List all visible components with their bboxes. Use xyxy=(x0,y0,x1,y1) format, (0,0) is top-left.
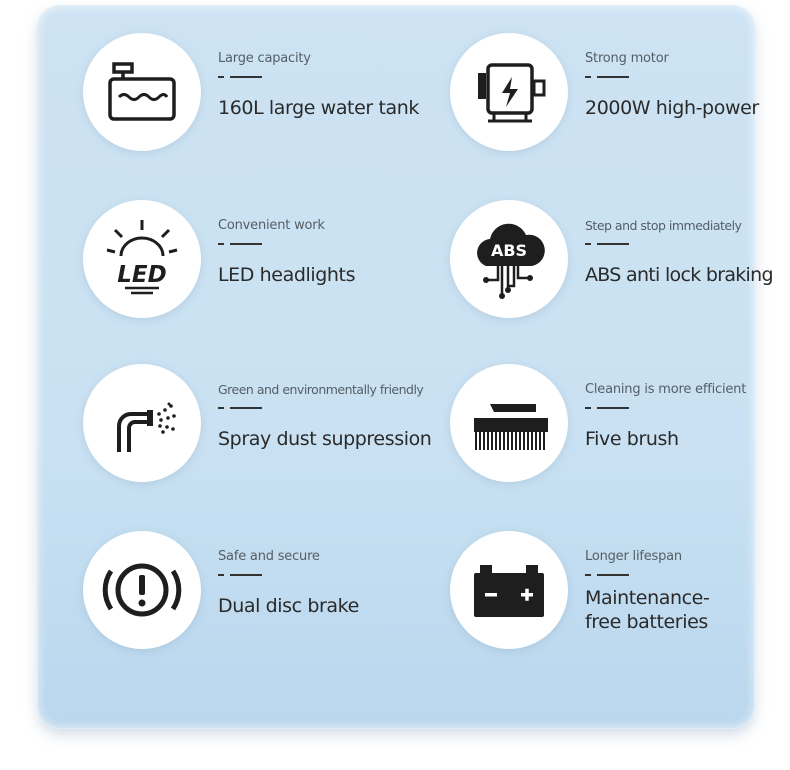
feature-subtitle: Convenient work xyxy=(218,218,325,233)
svg-text:LED: LED xyxy=(117,262,167,288)
feature-subtitle: Strong motor xyxy=(585,51,669,66)
brake-warning-icon xyxy=(83,531,201,649)
feature-title: Five brush xyxy=(585,428,679,450)
divider xyxy=(218,574,262,576)
led-headlight-icon xyxy=(83,200,201,318)
feature-battery xyxy=(450,531,790,661)
feature-subtitle: Longer lifespan xyxy=(585,549,682,564)
brush-icon xyxy=(450,364,568,482)
feature-subtitle: Green and environmentally friendly xyxy=(218,382,424,397)
feature-brush xyxy=(450,364,790,494)
feature-title: 2000W high-power xyxy=(585,97,759,119)
feature-subtitle: Large capacity xyxy=(218,51,311,66)
divider xyxy=(218,407,262,409)
battery-icon xyxy=(450,531,568,649)
feature-subtitle: Safe and secure xyxy=(218,549,320,564)
divider xyxy=(585,243,629,245)
svg-text:ABS: ABS xyxy=(490,241,528,260)
divider xyxy=(585,76,629,78)
feature-abs xyxy=(450,200,790,330)
divider xyxy=(585,574,629,576)
feature-subtitle: Step and stop immediately xyxy=(585,218,742,233)
icon-circle xyxy=(83,200,201,318)
feature-led xyxy=(83,200,423,330)
feature-disc-brake xyxy=(83,531,423,661)
spray-nozzle-icon xyxy=(83,364,201,482)
icon-circle xyxy=(83,531,201,649)
divider xyxy=(218,76,262,78)
divider xyxy=(585,407,629,409)
feature-title: Spray dust suppression xyxy=(218,428,432,450)
feature-title: Maintenance-free batteries xyxy=(585,587,710,633)
divider xyxy=(218,243,262,245)
feature-subtitle: Cleaning is more efficient xyxy=(585,382,747,397)
icon-circle xyxy=(450,200,568,318)
icon-circle xyxy=(450,364,568,482)
feature-motor xyxy=(450,33,790,163)
water-tank-icon xyxy=(83,33,201,151)
feature-water-tank xyxy=(83,33,423,163)
abs-brake-icon xyxy=(450,200,568,318)
feature-title: ABS anti lock braking xyxy=(585,264,773,286)
feature-title: LED headlights xyxy=(218,264,356,286)
icon-circle xyxy=(83,364,201,482)
icon-circle xyxy=(450,531,568,649)
feature-title: Dual disc brake xyxy=(218,595,359,617)
motor-icon xyxy=(450,33,568,151)
icon-circle xyxy=(83,33,201,151)
feature-spray xyxy=(83,364,432,494)
icon-circle xyxy=(450,33,568,151)
feature-title: 160L large water tank xyxy=(218,97,419,119)
